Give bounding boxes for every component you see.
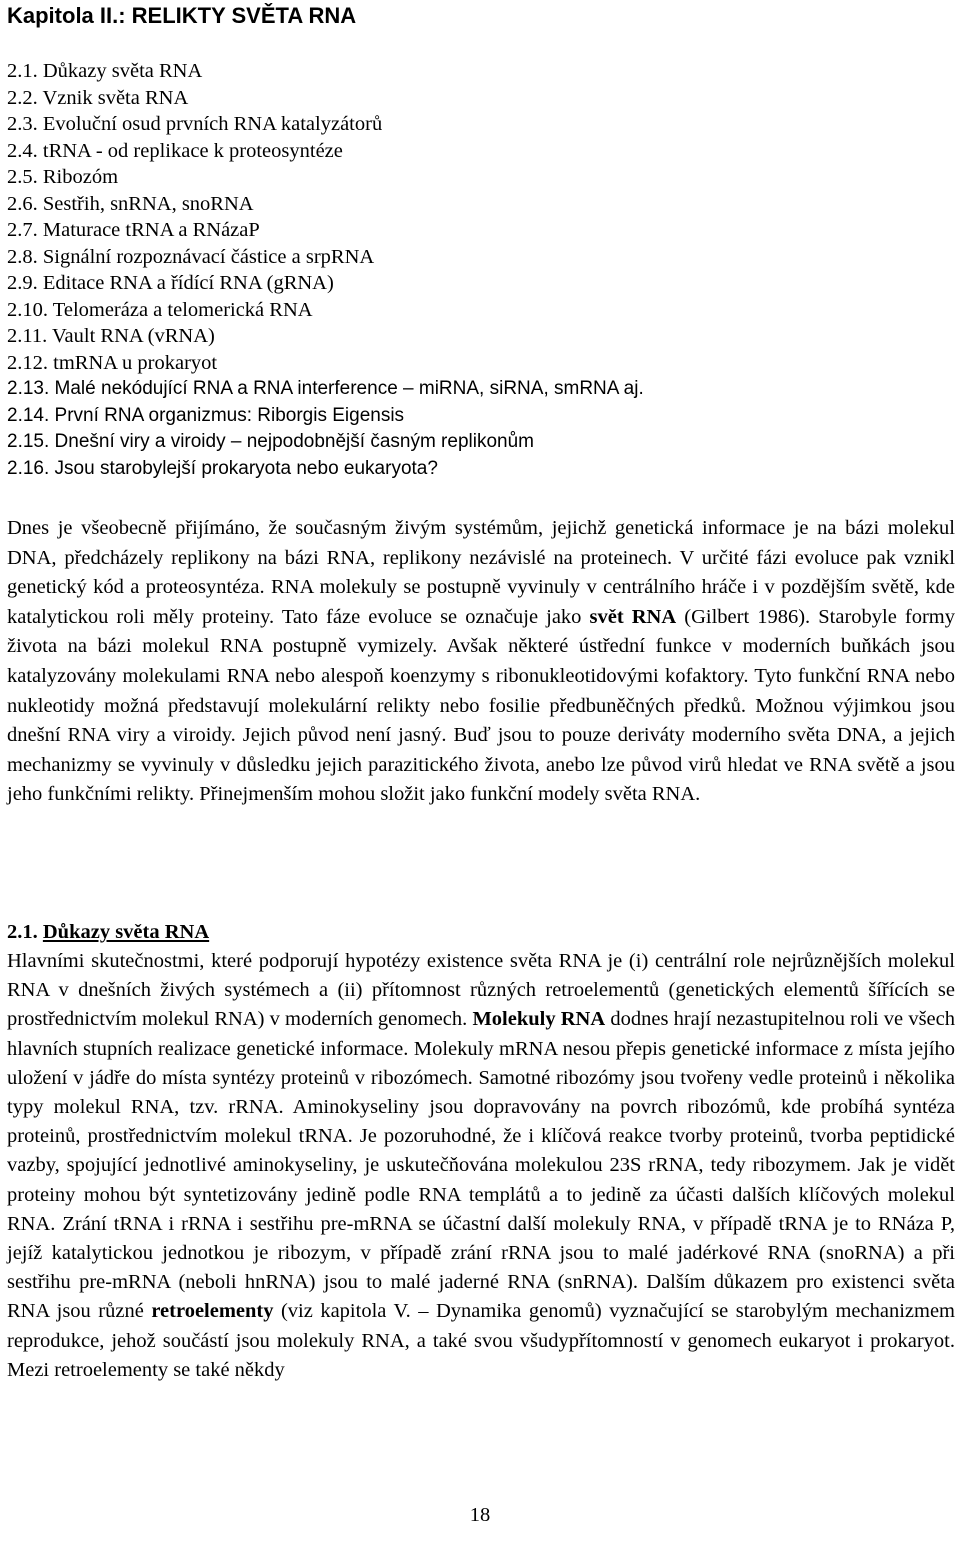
section-text: (viz kapitola V. – Dynamika genomů) vyznačující se starobylým mechanizmem reprodukce, jehož součástí jsou molekuly RNA, a také svou všudypřítomností v genomech eukaryot i prokaryot. Mezi retroelementy se také někdy	[7, 1300, 955, 1381]
toc-item: 2.11. Vault RNA (vRNA)	[7, 325, 215, 347]
intro-paragraph	[7, 514, 955, 810]
intro-text: Dnes je všeobecně přijímáno, že současným živým systémům, jejichž genetická informace je na bázi molekul DNA, předcházely replikony na bázi RNA, replikony nezávislé na proteinech. V určité fázi evoluce pak vznikl genetický kód a proteosyntéza. RNA molekuly se postupně vyvinuly v centrálního hráče i v pozdějším světě, kde katalytickou roli měly proteiny. Tato fáze evoluce se označuje jako	[7, 517, 955, 628]
toc-item: 2.2. Vznik světa RNA	[7, 86, 189, 109]
toc-item: 2.1. Důkazy světa RNA	[7, 60, 203, 82]
toc-item: 2.14. První RNA organizmus: Riborgis Eigensis	[7, 404, 405, 426]
toc-item: 2.16. Jsou starobylejší prokaryota nebo eukaryota?	[7, 457, 438, 479]
page-number: 18	[469, 1504, 491, 1526]
section-text: Hlavními skutečnostmi, které podporují hypotézy existence světa RNA je (i) centrální role nejrůznějších molekul RNA v dnešních živých systémech a (ii) přítomnost různých retroelementů (genetických elementů šířících se prostřednictvím molekul RNA) v moderních genomech.	[7, 950, 955, 1031]
term-retroelementy: retroelementy	[151, 1300, 274, 1323]
toc-item: 2.12. tmRNA u prokaryot	[7, 351, 218, 374]
section-number: 2.1.	[7, 921, 38, 943]
toc-item: 2.6. Sestřih, snRNA, snoRNA	[7, 192, 254, 215]
toc-item: 2.10. Telomeráza a telomerická RNA	[7, 298, 313, 321]
table-of-contents	[7, 58, 644, 482]
term-svet-rna: svět RNA	[589, 605, 677, 628]
term-molekuly-rna: Molekuly RNA	[472, 1008, 606, 1031]
toc-item: 2.9. Editace RNA a řídící RNA (gRNA)	[7, 272, 334, 294]
section-text: dodnes hrají nezastupitelnou roli ve všech hlavních stupních realizace genetické informace. Molekuly mRNA nesou přepis genetické informace z místa jejího uložení v jádře do místa syntézy proteinů v ribozómech. Samotné ribozómy jsou tvořeny vedle proteinů i několika typy molekul RNA, tzv. rRNA. Aminokyseliny jsou dopravovány na povrch ribozómů, kde probíhá syntéza proteinů, prostřednictvím molekul tRNA. Je pozoruhodné, že i klíčová reakce tvorby proteinů, tvorba peptidické vazby, spojující jednotlivé aminokyseliny, je uskutečňována molekulou 23S rRNA, tedy ribozymem. Jak je vidět proteiny mohou být syntetizovány jedině podle RNA templátů a to jedině za účasti dalších klíčových molekul RNA. Zrání tRNA i rRNA i sestřihu pre-mRNA se účastní další molekuly RNA, v případě tRNA je to RNáza P, jejíž katalytickou jednotkou je ribozym, v případě zrání rRNA jsou to malé jadérkové RNA (snoRNA) a při sestřihu pre-mRNA (neboli hnRNA) jsou to malé jaderné RNA (snRNA). Dalším důkazem pro existenci světa RNA jsou různé	[7, 1008, 956, 1323]
section-paragraph	[7, 947, 955, 1385]
toc-item: 2.3. Evoluční osud prvních RNA katalyzátorů	[7, 113, 383, 135]
toc-item: 2.4. tRNA - od replikace k proteosyntéze	[7, 139, 343, 162]
section-title: Důkazy světa RNA	[42, 921, 210, 943]
toc-item: 2.8. Signální rozpoznávací částice a srpRNA	[7, 245, 375, 268]
toc-item: 2.15. Dnešní viry a viroidy – nejpodobnější časným replikonům	[7, 431, 534, 452]
toc-item: 2.7. Maturace tRNA a RNázaP	[7, 219, 260, 241]
intro-text: (Gilbert 1986). Starobyle formy života na bázi molekul RNA postupně vymizely. Avšak některé ústřední funkce v moderních buňkách jsou katalyzovány molekulami RNA nebo alespoň koenzymy s ribonukleotidovými kofaktory. Tyto funkční RNA nebo nukleotidy možná představují molekulární relikty nebo fosilie předbuněčných předků. Možnou výjimkou jsou dnešní RNA viry a viroidy. Jejich původ není jasný. Buď jsou to pouze deriváty moderního světa DNA, a jejich mechanizmy se vyvinuly v důsledku jejich parazitického života, anebo lze původ virů hledat ve RNA světě a jsou jeho funkčními relikty. Přinejmenším mohou složit jako funkční modely světa RNA.	[7, 605, 955, 806]
section-heading	[7, 917, 209, 947]
chapter-title: Kapitola II.: RELIKTY SVĚTA RNA	[7, 3, 357, 28]
toc-item: 2.5. Ribozóm	[7, 166, 119, 188]
toc-item: 2.13. Malé nekódující RNA a RNA interference – miRNA, siRNA, smRNA aj.	[7, 378, 644, 399]
